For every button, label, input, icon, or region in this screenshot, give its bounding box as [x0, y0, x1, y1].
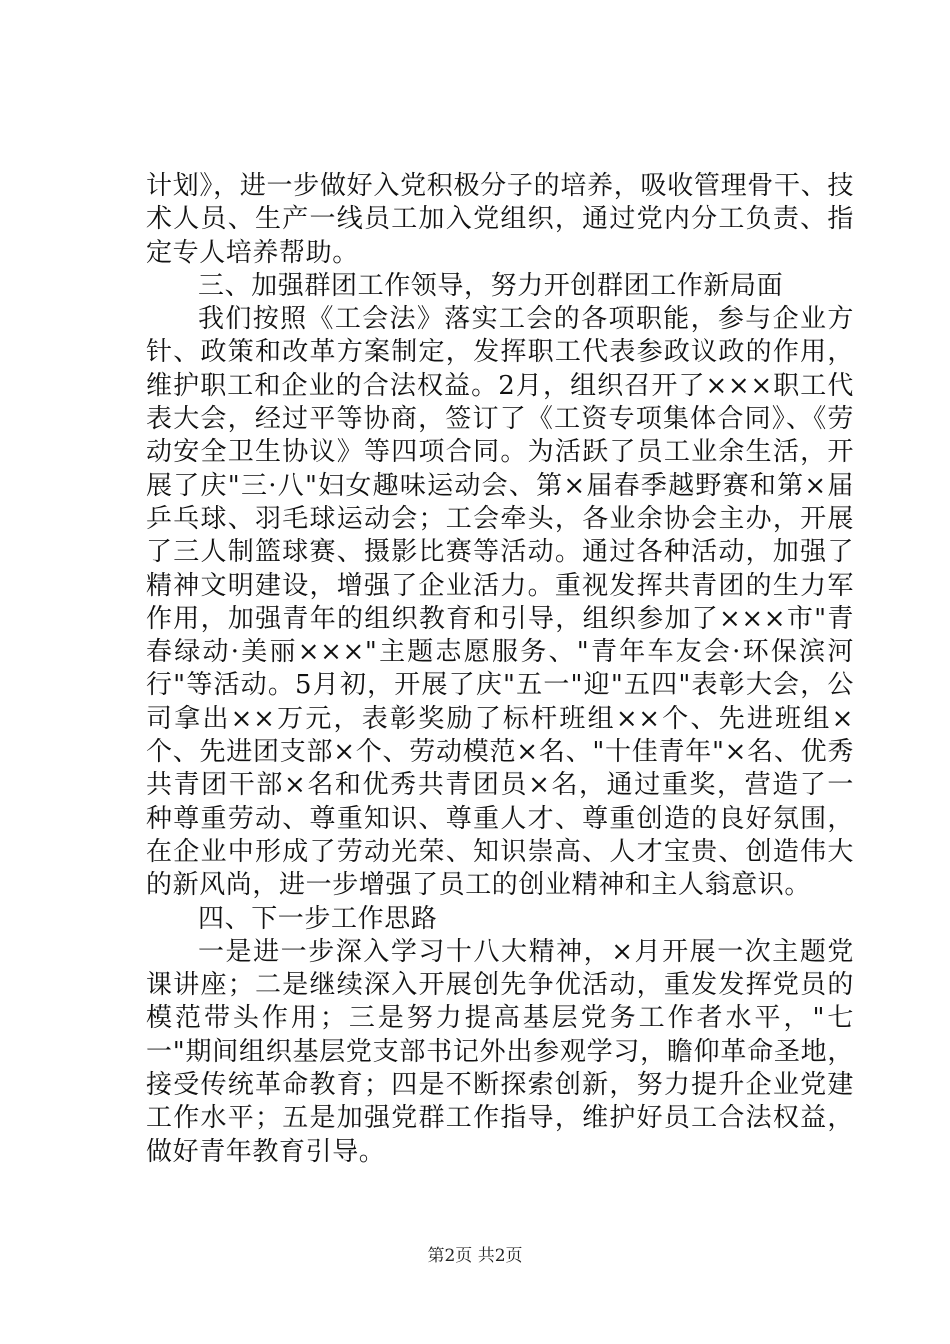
- paragraph-next-steps: 一是进一步深入学习十八大精神，×月开展一次主题党课讲座；二是继续深入开展创先争优活动，重发发挥党员的模范带头作用；三是努力提高基层党务工作者水平，"七一"期间组织基层党支部书记外出参观学习，瞻仰革命圣地，接受传统革命教育；四是不断探索创新，努力提升企业党建工作水平；五是加强党群工作指导，维护好员工合法权益，做好青年教育引导。: [146, 936, 854, 1167]
- page-footer: 第2页 共2页: [427, 1246, 523, 1266]
- document-body: [146, 170, 854, 1169]
- section-heading-3: 三、加强群团工作领导，努力开创群团工作新局面: [198, 270, 784, 301]
- paragraph-continuation: 计划》，进一步做好入党积极分子的培养，吸收管理骨干、技术人员、生产一线员工加入党组织，通过党内分工负责、指定专人培养帮助。: [146, 171, 854, 268]
- paragraph-union-work: 我们按照《工会法》落实工会的各项职能，参与企业方针、政策和改革方案制定，发挥职工代表参政议政的作用，维护职工和企业的合法权益。2月，组织召开了×××职工代表大会，经过平等协商，签订了《工资专项集体合同》、《劳动安全卫生协议》等四项合同。为活跃了员工业余生活，开展了庆"三·八"妇女趣味运动会、第×届春季越野赛和第×届乒乓球、羽毛球运动会；工会牵头，各业余协会主办，开展了三人制篮球赛、摄影比赛等活动。通过各种活动，加强了精神文明建设，增强了企业活力。重视发挥共青团的生力军作用，加强青年的组织教育和引导，组织参加了×××市"青春绿动·美丽×××"主题志愿服务、"青年车友会·环保滨河行"等活动。5月初，开展了庆"五一"迎"五四"表彰大会，公司拿出××万元，表彰奖励了标杆班组××个、先进班组×个、先进团支部×个、劳动模范×名、"十佳青年"×名、优秀共青团干部×名和优秀共青团员×名，通过重奖，营造了一种尊重劳动、尊重知识、尊重人才、尊重创造的良好氛围，在企业中形成了劳动光荣、知识崇高、人才宝贵、创造伟大的新风尚，进一步增强了员工的创业精神和主人翁意识。: [146, 304, 854, 901]
- section-heading-4: 四、下一步工作思路: [198, 903, 438, 934]
